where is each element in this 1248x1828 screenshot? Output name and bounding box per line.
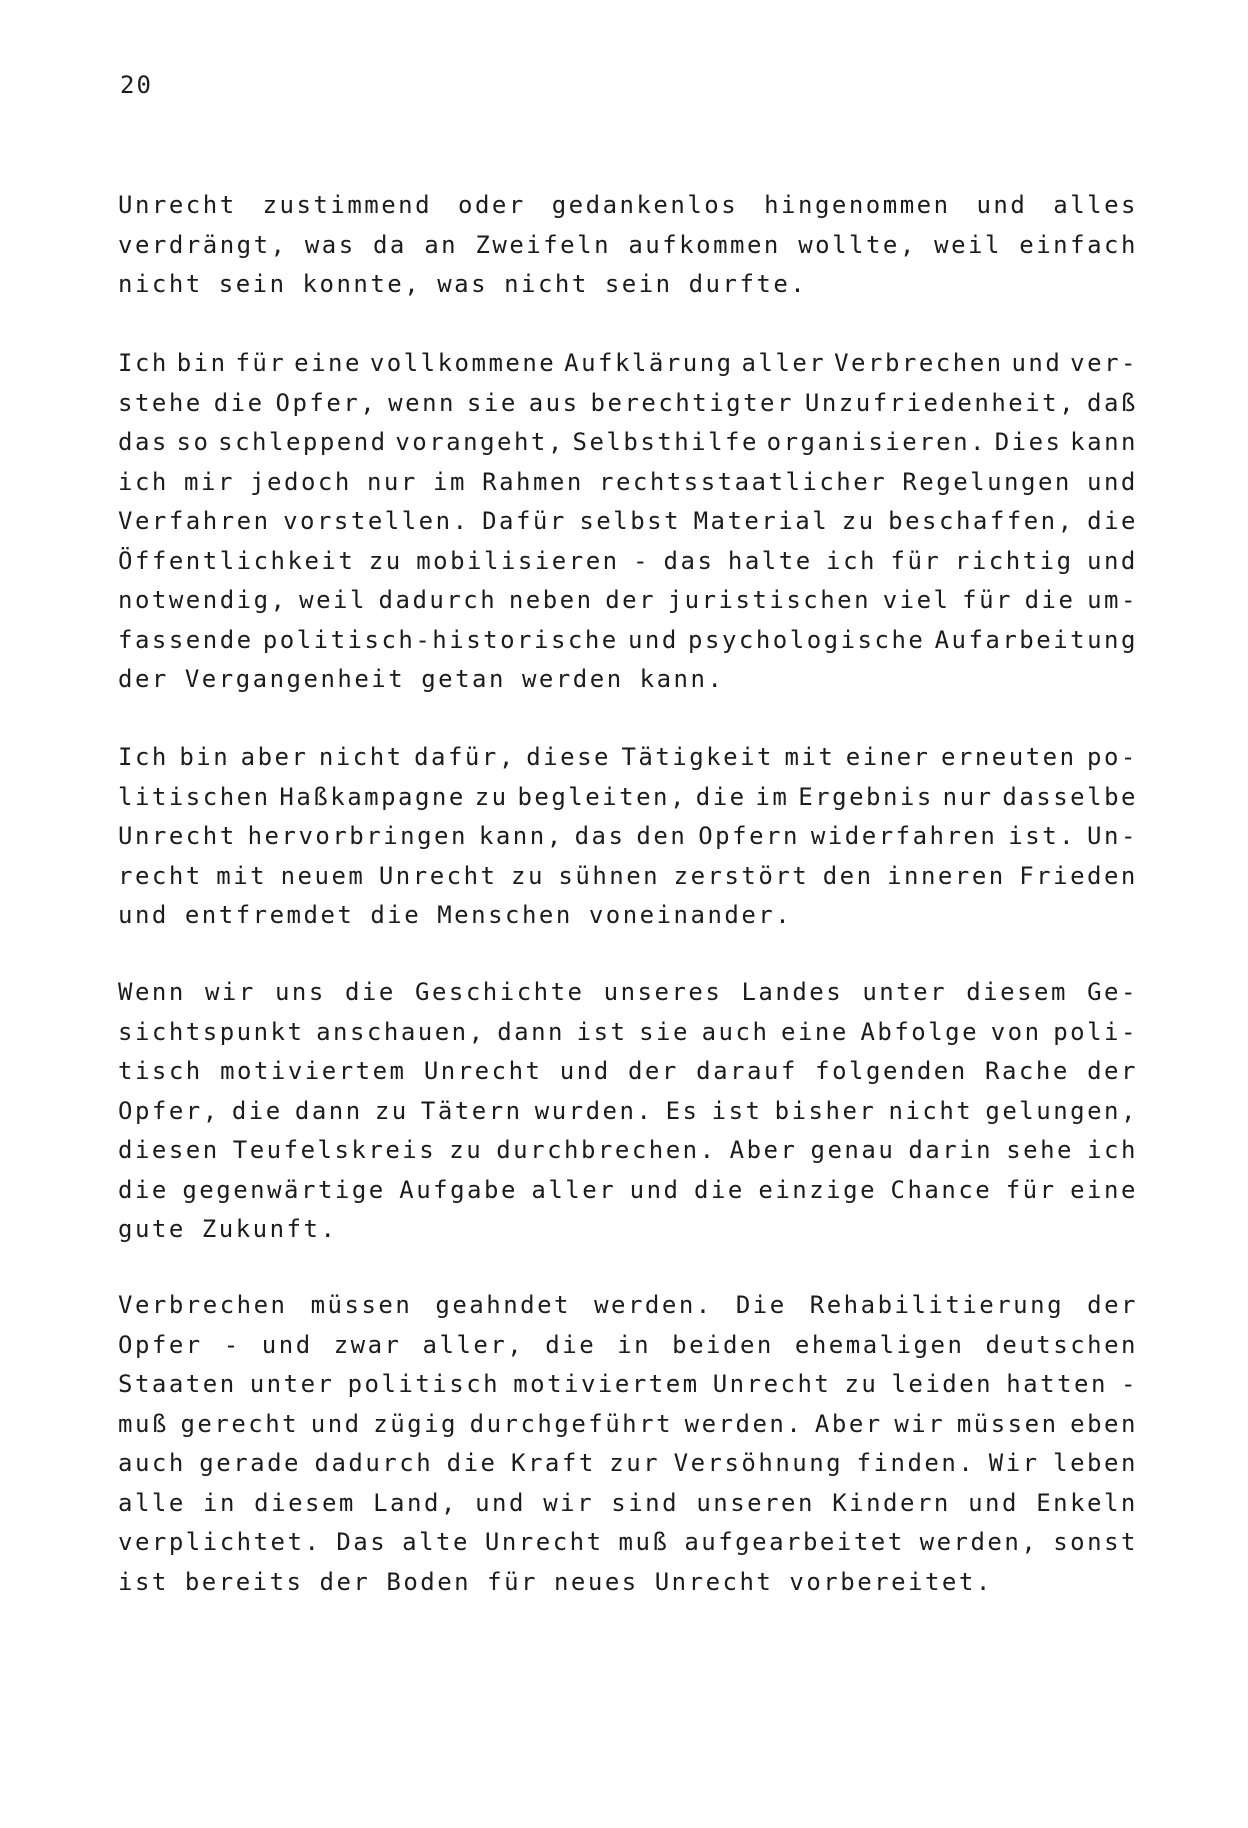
paragraph-5 bbox=[118, 1286, 1138, 1602]
text-line: Unrecht zustimmend oder gedankenlos hingenommen und alles bbox=[118, 191, 1138, 219]
text-line: Opfer - und zwar aller, die in beiden ehemaligen deutschen bbox=[118, 1330, 1138, 1359]
text-line: Unrecht hervorbringen kann, das den Opfern widerfahren ist. Un- bbox=[118, 822, 1138, 850]
text-line: das so schleppend vorangeht, Selbsthilfe organisieren. Dies kann bbox=[118, 428, 1138, 456]
text-line: verdrängt, was da an Zweifeln aufkommen wollte, weil einfach bbox=[118, 230, 1138, 259]
paragraph-3 bbox=[118, 738, 1138, 936]
page-number: 20 bbox=[120, 71, 153, 99]
text-line: fassende politisch-historische und psychologische Aufarbeitung bbox=[118, 625, 1138, 654]
text-line: litischen Haßkampagne zu begleiten, die im Ergebnis nur dasselbe bbox=[118, 782, 1138, 811]
text-line: Verfahren vorstellen. Dafür selbst Material zu beschaffen, die bbox=[118, 507, 1138, 535]
text-line: und entfremdet die Menschen voneinander. bbox=[118, 901, 793, 929]
text-line: die gegenwärtige Aufgabe aller und die einzige Chance für eine bbox=[118, 1175, 1138, 1204]
text-line: der Vergangenheit getan werden kann. bbox=[118, 665, 725, 693]
text-line: notwendig, weil dadurch neben der juristischen viel für die um- bbox=[118, 586, 1138, 614]
text-line: Öffentlichkeit zu mobilisieren - das halte ich für richtig und bbox=[118, 546, 1138, 575]
paragraph-1 bbox=[118, 186, 1138, 305]
text-line: Opfer, die dann zu Tätern wurden. Es ist bisher nicht gelungen, bbox=[118, 1096, 1138, 1125]
paragraph-4 bbox=[118, 973, 1138, 1250]
text-line: sichtspunkt anschauen, dann ist sie auch eine Abfolge von poli- bbox=[118, 1017, 1138, 1046]
text-line: Staaten unter politisch motiviertem Unrecht zu leiden hatten - bbox=[118, 1370, 1138, 1398]
text-line: ist bereits der Boden für neues Unrecht vorbereitet. bbox=[118, 1567, 993, 1596]
text-line: tisch motiviertem Unrecht und der darauf folgenden Rache der bbox=[118, 1057, 1138, 1085]
text-line: nicht sein konnte, was nicht sein durfte. bbox=[118, 270, 808, 298]
text-line: Ich bin aber nicht dafür, diese Tätigkeit mit einer erneuten po- bbox=[118, 743, 1138, 771]
text-line: verplichtet. Das alte Unrecht muß aufgearbeitet werden, sonst bbox=[118, 1528, 1138, 1556]
text-line: ich mir jedoch nur im Rahmen rechtsstaatlicher Regelungen und bbox=[118, 467, 1138, 496]
text-line: auch gerade dadurch die Kraft zur Versöhnung finden. Wir leben bbox=[118, 1449, 1138, 1477]
text-line: Wenn wir uns die Geschichte unseres Landes unter diesem Ge- bbox=[118, 978, 1138, 1006]
text-line: stehe die Opfer, wenn sie aus berechtigter Unzufriedenheit, daß bbox=[118, 388, 1138, 417]
text-line: diesen Teufelskreis zu durchbrechen. Aber genau darin sehe ich bbox=[118, 1136, 1138, 1164]
paragraph-2 bbox=[118, 344, 1138, 700]
text-line: Verbrechen müssen geahndet werden. Die Rehabilitierung der bbox=[118, 1291, 1138, 1319]
text-line: muß gerecht und zügig durchgeführt werden. Aber wir müssen eben bbox=[118, 1409, 1138, 1438]
text-line: Ich bin für eine vollkommene Aufklärung aller Verbrechen und ver- bbox=[118, 349, 1138, 377]
text-line: recht mit neuem Unrecht zu sühnen zerstört den inneren Frieden bbox=[118, 861, 1138, 890]
text-line: alle in diesem Land, und wir sind unseren Kindern und Enkeln bbox=[118, 1488, 1138, 1517]
text-line: gute Zukunft. bbox=[118, 1215, 338, 1243]
